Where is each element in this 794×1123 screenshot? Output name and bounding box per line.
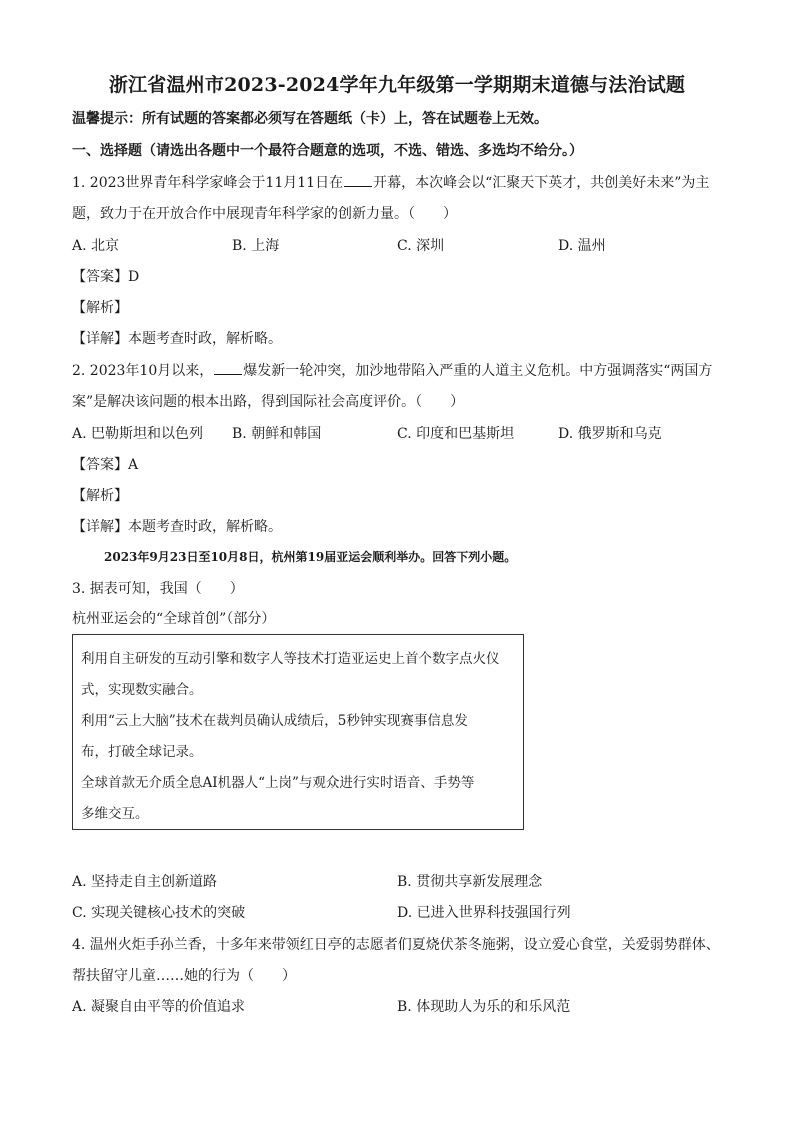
q3-stem: 3. 据表可知，我国（ ）: [72, 581, 244, 597]
q2-detail: [72, 516, 282, 536]
q1-option-b: B. 上海: [232, 238, 280, 254]
q3-info-table: [72, 634, 524, 830]
q1-stem-part2: 开幕，本次峰会以“汇聚天下英才，共创美好未来”为主: [373, 175, 710, 191]
q1-answer: [72, 266, 139, 286]
q1-detail: [72, 328, 282, 348]
q2-option-a: A. 巴勒斯坦和以色列: [72, 426, 204, 442]
q3-table-line: 利用“云上大脑”技术在裁判员确认成绩后，5秒钟实现赛事信息发: [81, 713, 468, 729]
q3-table-line: 全球首款无介质全息AI机器人“上岗”与观众进行实时语音、手势等: [81, 775, 475, 791]
q3-option-d: D. 已进入世界科技强国行列: [397, 905, 571, 921]
q2-detail-label: 【详解】: [72, 519, 128, 535]
q4-option-a: A. 凝聚自由平等的价值追求: [72, 999, 246, 1015]
q2-option-d: D. 俄罗斯和乌克: [558, 426, 662, 442]
q2-answer-value: A: [128, 457, 139, 473]
q1-stem-line1: [72, 172, 709, 192]
q4-stem-line2: 帮扶留守儿童……她的行为（ ）: [72, 968, 296, 984]
q3-table-line: 布，打破全球记录。: [81, 744, 203, 760]
q1-stem-part1: 1. 2023世界青年科学家峰会于11月11日在: [72, 175, 344, 191]
q2-answer-label: 【答案】: [72, 457, 128, 473]
q1-option-c: C. 深圳: [397, 238, 445, 254]
q3-table-caption: 杭州亚运会的“全球首创”（部分）: [72, 611, 276, 627]
q1-analysis-label: 【解析】: [72, 300, 128, 316]
q2-blank: [214, 362, 242, 375]
q2-option-c: C. 印度和巴基斯坦: [397, 426, 515, 442]
q3-option-c: C. 实现关键核心技术的突破: [72, 905, 246, 921]
q1-detail-text: 本题考查时政，解析略。: [128, 331, 282, 347]
q1-answer-value: D: [128, 269, 140, 285]
q2-detail-text: 本题考查时政，解析略。: [128, 519, 282, 535]
q4-option-b: B. 体现助人为乐的和乐风范: [397, 999, 571, 1015]
q1-option-a: A. 北京: [72, 238, 120, 254]
q3-table-line: 多维交互。: [81, 806, 149, 822]
q2-analysis-label: 【解析】: [72, 488, 128, 504]
q4-stem-line1: 4. 温州火炬手孙兰香，十多年来带领红日亭的志愿者们夏烧伏茶冬施粥，设立爱心食堂，关爱弱势群体、: [72, 937, 720, 953]
q3-table-line: 利用自主研发的互动引擎和数字人等技术打造亚运史上首个数字点火仪: [81, 651, 500, 667]
q3-table-line: 式，实现数实融合。: [81, 682, 203, 698]
q2-stem-line2: 案”是解决该问题的根本出路，得到国际社会高度评价。（ ）: [72, 394, 465, 410]
q1-answer-label: 【答案】: [72, 269, 128, 285]
q1-blank: [344, 174, 372, 187]
q3-option-a: A. 坚持走自主创新道路: [72, 874, 218, 890]
q2-answer: [72, 454, 138, 474]
q2-stem-part1: 2. 2023年10月以来，: [72, 363, 214, 379]
q2-option-b: B. 朝鲜和韩国: [232, 426, 322, 442]
q2-stem-part2: 爆发新一轮冲突，加沙地带陷入严重的人道主义危机。中方强调落实“两国方: [243, 363, 713, 379]
q3-option-b: B. 贯彻共享新发展理念: [397, 874, 543, 890]
page-title: 浙江省温州市2023-2024学年九年级第一学期期末道德与法治试题: [108, 74, 686, 96]
q1-stem-line2: 题，致力于在开放合作中展现青年科学家的创新力量。（ ）: [72, 206, 457, 222]
q1-detail-label: 【详解】: [72, 331, 128, 347]
notice: [72, 108, 548, 128]
notice-text: 所有试题的答案都必须写在答题纸（卡）上，答在试题卷上无效。: [142, 111, 548, 127]
notice-label: 温馨提示：: [72, 111, 142, 127]
context-note: 2023年9月23日至10月8日，杭州第19届亚运会顺利举办。回答下列小题。: [104, 550, 517, 564]
q1-option-d: D. 温州: [558, 238, 606, 254]
q2-stem-line1: [72, 360, 712, 380]
section-heading: 一、选择题（请选出各题中一个最符合题意的选项，不选、错选、多选均不给分。）: [72, 143, 583, 159]
